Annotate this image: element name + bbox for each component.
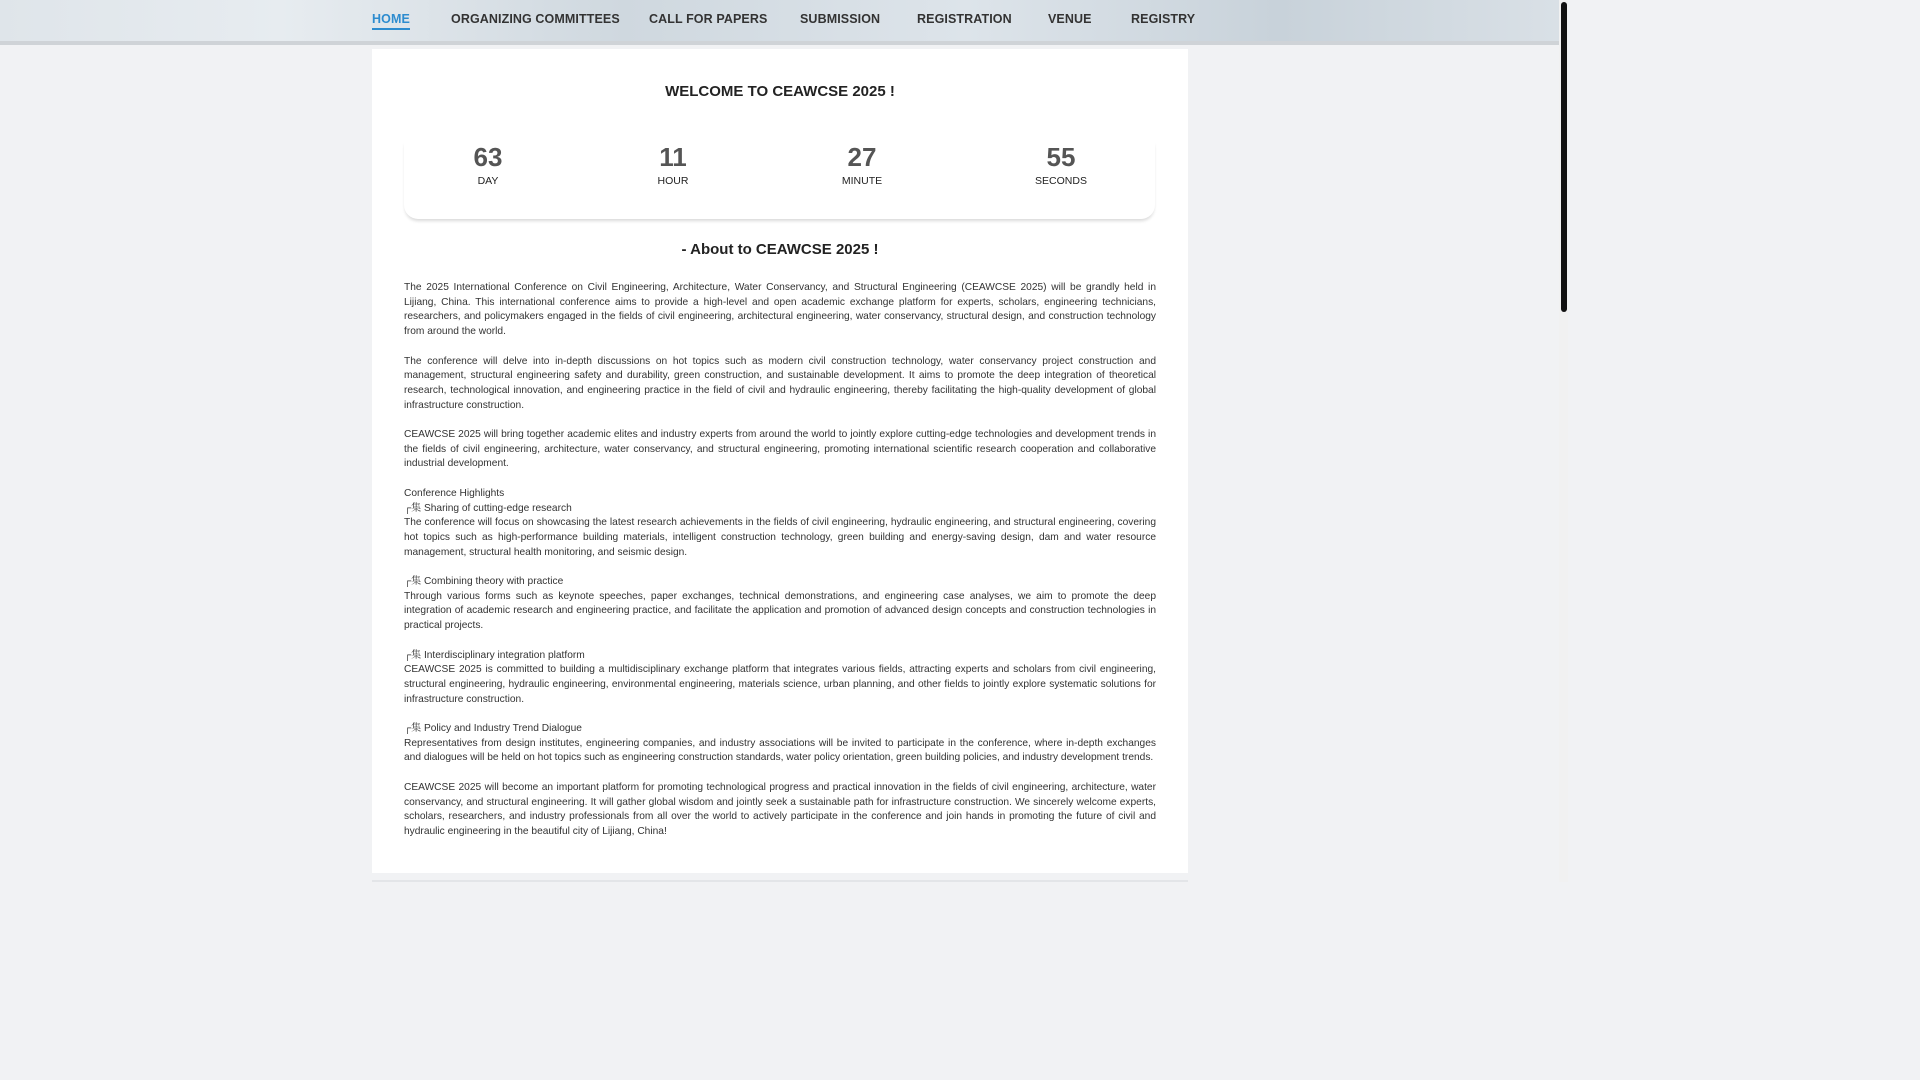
countdown-hour-label: HOUR xyxy=(657,175,689,187)
countdown-hour xyxy=(613,141,733,187)
highlight-2 xyxy=(404,575,1156,634)
bullet-icon: ┌集 xyxy=(404,576,422,587)
nav-submission[interactable]: SUBMISSION xyxy=(800,12,881,26)
highlight-2-title-line xyxy=(404,575,1156,590)
countdown-minute-label: MINUTE xyxy=(841,175,883,187)
nav-registration[interactable]: REGISTRATION xyxy=(917,12,1012,26)
main-content-card xyxy=(372,49,1188,873)
countdown-day-value: 63 xyxy=(473,142,503,172)
countdown-timer xyxy=(404,141,1155,219)
highlights-title: Conference Highlights xyxy=(404,487,505,499)
nav-venue[interactable]: VENUE xyxy=(1048,12,1092,26)
scrollbar[interactable] xyxy=(1559,0,1568,882)
closing-paragraph: CEAWCSE 2025 will become an important platform for promoting technological progress and practical innovation in the fields of civil engineering, architecture, water conservancy, and structural engineering. It will gather global wisdom and jointly seek a sustainable path for infrastructure construction. We sincerely welcome experts, scholars, researchers, and industry professionals from all over the world to actively participate in the conference and join hands in promoting the future of civil and hydraulic engineering in the beautiful city of Lijiang, China! xyxy=(404,781,1156,837)
highlight-1-title: Sharing of cutting-edge research xyxy=(423,502,572,514)
countdown-hour-value: 11 xyxy=(659,142,687,172)
nav-organizing-committees[interactable]: ORGANIZING COMMITTEES xyxy=(451,12,620,26)
highlight-4-text: Representatives from design institutes, engineering companies, and industry associations will be invited to participate in the conference, where in-depth exchanges and dialogues will be held on hot topics such as engineering construction standards, water policy orientation, green building policies, and industry development trends. xyxy=(404,737,1156,764)
highlight-4 xyxy=(404,722,1156,766)
about-paragraph-3: CEAWCSE 2025 will bring together academic elites and industry experts from around the world to jointly explore cutting-edge technologies and development trends in the fields of civil engineering, architecture, water conservancy, and structural engineering, promoting international scientific research cooperation and collaborative industrial development. xyxy=(404,429,1156,470)
countdown-minute xyxy=(802,141,922,187)
highlight-2-title: Combining theory with practice xyxy=(423,576,564,587)
countdown-seconds-label: SECONDS xyxy=(1035,175,1087,187)
countdown-seconds xyxy=(1001,141,1121,187)
nav-home[interactable]: HOME xyxy=(372,12,410,30)
highlight-3-title-line xyxy=(404,649,1156,664)
nav-registry[interactable]: REGISTRY xyxy=(1131,12,1196,26)
about-paragraph-2: The conference will delve into in-depth discussions on hot topics such as modern civil construction technology, water conservancy project construction and management, structural engineering safety and durability, green construction, and sustainable development. It aims to promote the deep integration of theoretical research, technological innovation, and engineering practice in the field of civil and hydraulic engineering, thereby facilitating the high-quality development of global infrastructure construction. xyxy=(404,355,1156,411)
highlight-1-title-line xyxy=(404,502,1156,517)
nav-call-for-papers[interactable]: CALL FOR PAPERS xyxy=(649,12,768,26)
countdown-day xyxy=(428,141,548,187)
about-heading: - About to CEAWCSE 2025 ! xyxy=(681,241,879,258)
highlight-3-text: CEAWCSE 2025 is committed to building a multidisciplinary exchange platform that integrates various fields, attracting experts and scholars from civil engineering, structural engineering, hydraulic engineering, environmental engineering, materials science, urban planning, and other fields to jointly explore systematic solutions for infrastructure construction. xyxy=(404,664,1156,705)
about-paragraph-1: The 2025 International Conference on Civil Engineering, Architecture, Water Conservancy, and Structural Engineering (CEAWCSE 2025) will be grandly held in Lijiang, China. This international conference aims to provide a high-level and open academic exchange platform for experts, scholars, engineering technicians, researchers, and policymakers engaged in the fields of civil engineering, architectural engineering, water conservancy, structural design, and construction technology from around the world. xyxy=(404,282,1156,338)
countdown-day-label: DAY xyxy=(477,175,499,187)
next-section-edge xyxy=(372,880,1188,882)
bullet-icon: ┌集 xyxy=(404,502,422,514)
scrollbar-thumb[interactable] xyxy=(1561,2,1567,312)
bullet-icon: ┌集 xyxy=(404,649,422,661)
highlight-1-text: The conference will focus on showcasing the latest research achievements in the fields of civil engineering, hydraulic engineering, and structural engineering, covering hot topics such as high-performance building materials, intelligent construction technology, green building and energy-saving design, dam and water resource management, structural health monitoring, and seismic design. xyxy=(404,517,1156,558)
about-content xyxy=(404,281,1156,854)
highlights-section xyxy=(404,487,1156,561)
highlight-4-title-line xyxy=(404,722,1156,737)
highlight-3-title: Interdisciplinary integration platform xyxy=(423,649,585,661)
welcome-heading: WELCOME TO CEAWCSE 2025 ! xyxy=(665,83,895,100)
highlight-3 xyxy=(404,649,1156,708)
highlight-4-title: Policy and Industry Trend Dialogue xyxy=(423,723,582,734)
highlight-2-text: Through various forms such as keynote speeches, paper exchanges, technical demonstrations, and engineering case analyses, we aim to promote the deep integration of academic research and engineering practice, and facilitate the application and promotion of advanced design concepts and construction technologies in practical projects. xyxy=(404,590,1156,632)
countdown-seconds-value: 55 xyxy=(1046,142,1076,172)
countdown-minute-value: 27 xyxy=(847,142,877,172)
bullet-icon: ┌集 xyxy=(404,723,422,734)
top-navigation xyxy=(0,0,1559,45)
